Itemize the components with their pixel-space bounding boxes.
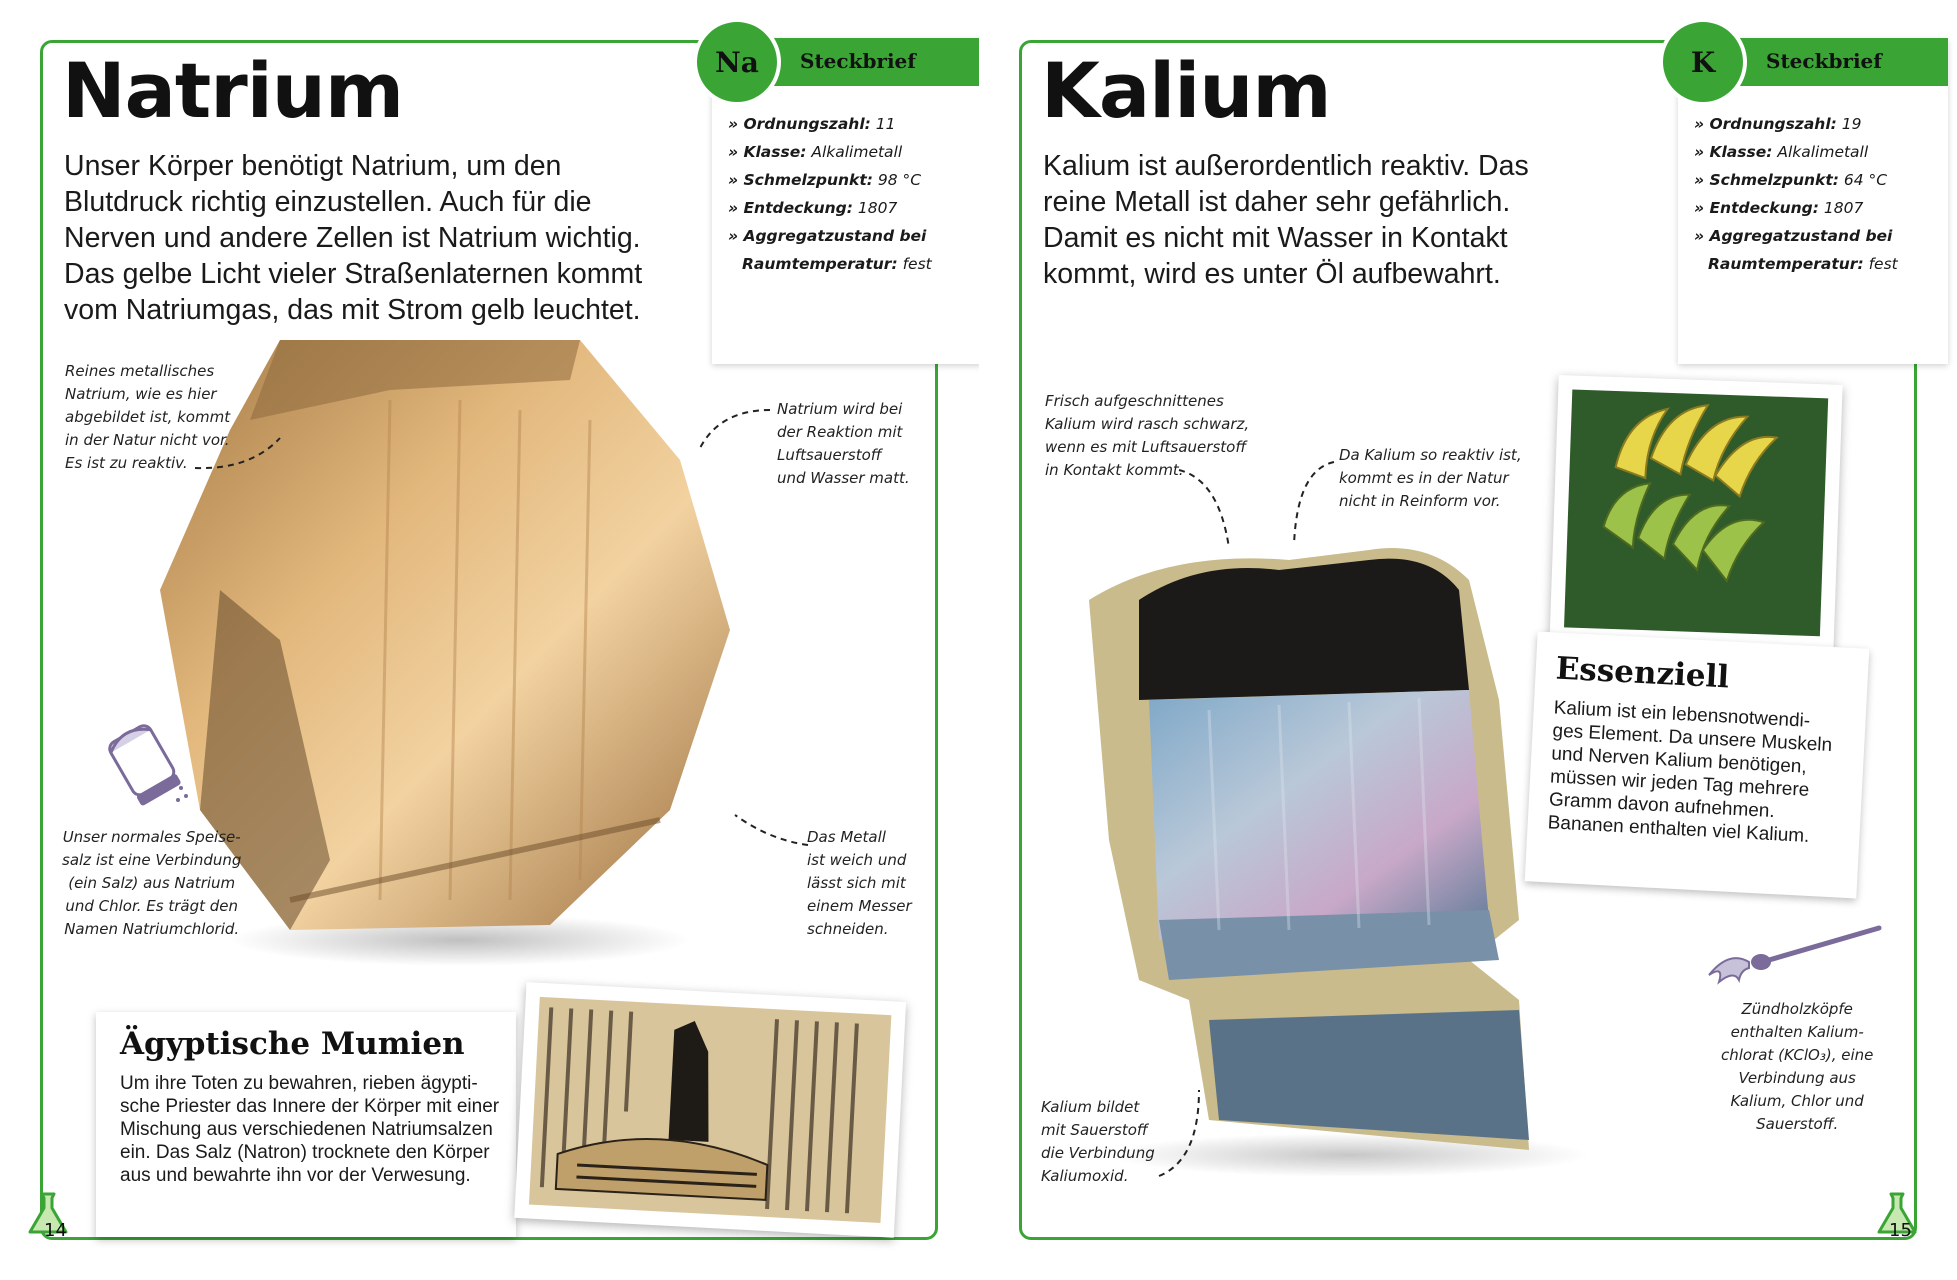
page-left — [0, 0, 978, 1280]
annotation-pure-sodium: Reines metallisches Natrium, wie es hier abgebildet ist, kommt in der Natur nicht vor. Es ist zu reaktiv. — [65, 362, 231, 472]
annotation-reactive: Da Kalium so reaktiv ist, kommt es in der Natur nicht in Reinform vor. — [1339, 446, 1522, 510]
fact-aggregatzustand: » Aggregatzustand bei — [1694, 227, 1893, 245]
page-title: Kalium — [1041, 46, 1331, 135]
fact-schmelzpunkt: » Schmelzpunkt: 98 °C — [728, 171, 922, 189]
page-number: 14 — [44, 1220, 67, 1241]
element-symbol: K — [1659, 18, 1747, 106]
fact-schmelzpunkt: » Schmelzpunkt: 64 °C — [1694, 171, 1888, 189]
fact-aggregatzustand: » Aggregatzustand bei — [728, 227, 927, 245]
fact-klasse: » Klasse: Alkalimetall — [728, 143, 903, 161]
info-box-title: Ägyptische Mumien — [120, 1026, 465, 1062]
info-box-title: Essenziell — [1554, 650, 1731, 696]
annotation-arrows — [979, 0, 1957, 1280]
info-box-text: Um ihre Toten zu bewahren, rieben ägypti- sche Priester das Innere der Körper mit einer Mischung aus verschiedenen Natriumsalzen ein. Das Salz (Natron) trocknete den Körper aus und bewahrte ihn vor der Verwesung. — [120, 1073, 500, 1186]
fact-entdeckung: » Entdeckung: 1807 — [728, 199, 898, 217]
egyptian-mummy-image — [520, 992, 904, 1234]
intro-text: Unser Körper benötigt Natrium, um den Blutdruck richtig einzustellen. Auch für die Nerven und andere Zellen ist Natrium wichtig. Das gelbe Licht vieler Straßenlaternen kommt vom Natriumgas, das mit Strom gelb leuchtet. — [64, 150, 643, 326]
annotation-table-salt: Unser normales Speise- salz ist eine Verbindung (ein Salz) aus Natrium und Chlor. Es trägt den Namen Natriumchlorid. — [62, 828, 242, 938]
annotation-oxide: Kalium bildet mit Sauerstoff die Verbindung Kaliumoxid. — [1041, 1098, 1155, 1185]
annotation-tarnish: Natrium wird bei der Reaktion mit Luftsauerstoff und Wasser matt. — [777, 400, 910, 487]
fact-ordnungszahl: » Ordnungszahl: 11 — [728, 115, 896, 133]
fact-klasse: » Klasse: Alkalimetall — [1694, 143, 1869, 161]
intro-text: Kalium ist außerordentlich reaktiv. Das reine Metall ist daher sehr gefährlich. Damit es nicht mit Wasser in Kontakt kommt, wird es unter Öl aufbewahrt. — [1043, 150, 1529, 290]
info-box-text: Kalium ist ein lebensnotwendi- ges Element. Da unsere Muskeln und Nerven Kalium benötigen, müssen wir jeden Tag mehrere Gramm davon aufnehmen. Bananen enthalten viel Kalium. — [1547, 697, 1833, 847]
fact-ordnungszahl: » Ordnungszahl: 19 — [1694, 115, 1862, 133]
annotation-soft-metal: Das Metall ist weich und lässt sich mit einem Messer schneiden. — [807, 828, 912, 938]
page-right — [979, 0, 1957, 1280]
page-number: 15 — [1889, 1220, 1912, 1241]
steckbrief-label: Steckbrief — [1766, 49, 1882, 73]
fact-entdeckung: » Entdeckung: 1807 — [1694, 199, 1864, 217]
element-symbol: Na — [693, 18, 781, 106]
annotation-match-heads: Zündholzköpfe enthalten Kalium- chlorat (KClO₃), eine Verbindung aus Kalium, Chlor und Sauerstoff. — [1721, 1000, 1874, 1133]
annotation-fresh-cut: Frisch aufgeschnittenes Kalium wird rasch schwarz, wenn es mit Luftsauerstoff in Kontakt kommt. — [1045, 392, 1250, 479]
page-title: Natrium — [62, 46, 404, 135]
info-box-mummies — [96, 1012, 516, 1237]
fact-raumtemperatur: Raumtemperatur: fest — [1708, 255, 1898, 273]
fact-raumtemperatur: Raumtemperatur: fest — [742, 255, 932, 273]
steckbrief-label: Steckbrief — [800, 49, 916, 73]
